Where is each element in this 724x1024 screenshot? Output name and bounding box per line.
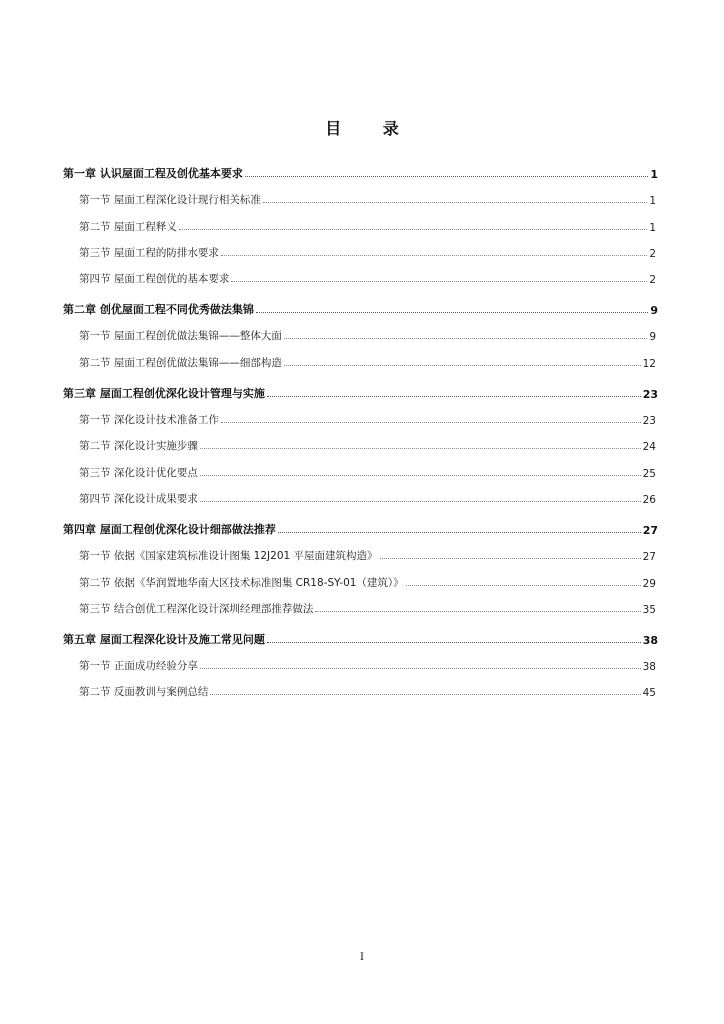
toc-page-number: 27 <box>642 551 656 564</box>
toc-page-number: 1 <box>649 221 656 234</box>
toc-section-title: 第四节 深化设计成果要求 <box>79 492 198 505</box>
toc-section-4-3[interactable] <box>63 594 658 620</box>
toc-chapter-title: 第二章 创优屋面工程不同优秀做法集锦 <box>63 303 254 317</box>
toc-section-title: 第二节 依据《华润置地华南大区技术标准图集 CR18-SY-01（建筑）》 <box>79 576 404 589</box>
toc-page-number: 26 <box>642 493 656 506</box>
toc-chapter-title: 第五章 屋面工程深化设计及施工常见问题 <box>63 632 265 646</box>
toc-section-title: 第一节 正面成功经验分享 <box>79 660 198 673</box>
toc-chapter-title: 第三章 屋面工程创优深化设计管理与实施 <box>63 386 265 400</box>
page-title: 目 录 <box>325 119 417 138</box>
toc-section-title: 第二节 屋面工程创优做法集锦——细部构造 <box>79 356 282 369</box>
toc-section-1-1[interactable] <box>63 185 658 211</box>
toc-section-4-2[interactable] <box>63 567 658 593</box>
table-of-contents <box>63 158 658 703</box>
dot-leader <box>210 693 640 695</box>
toc-page-number: 1 <box>649 195 656 208</box>
toc-chapter-4[interactable] <box>63 514 658 541</box>
toc-page-number: 38 <box>642 633 658 647</box>
dot-leader <box>284 337 647 339</box>
dot-leader <box>200 667 641 669</box>
toc-section-title: 第一节 深化设计技术准备工作 <box>79 414 219 427</box>
toc-page-number: 23 <box>642 387 658 401</box>
toc-chapter-1[interactable] <box>63 158 658 185</box>
toc-chapter-2[interactable] <box>63 294 658 321</box>
toc-section-1-2[interactable] <box>63 211 658 237</box>
toc-section-title: 第二节 深化设计实施步骤 <box>79 440 198 453</box>
dot-leader <box>284 364 641 366</box>
dot-leader <box>200 447 641 449</box>
toc-page-number: 38 <box>642 661 656 674</box>
toc-page-number: 9 <box>650 304 658 318</box>
toc-section-2-1[interactable] <box>63 321 658 347</box>
dot-leader <box>256 311 649 313</box>
toc-section-title: 第三节 深化设计优化要点 <box>79 466 198 479</box>
toc-section-title: 第三节 结合创优工程深化设计深圳经理部推荐做法 <box>79 602 314 615</box>
toc-section-title: 第三节 屋面工程的防排水要求 <box>79 246 219 259</box>
toc-section-5-1[interactable] <box>63 651 658 677</box>
dot-leader <box>263 201 647 203</box>
toc-chapter-5[interactable] <box>63 624 658 651</box>
toc-section-title: 第一节 屋面工程深化设计现行相关标准 <box>79 194 261 207</box>
toc-section-3-3[interactable] <box>63 457 658 483</box>
toc-page-number: 23 <box>642 415 656 428</box>
toc-section-4-1[interactable] <box>63 541 658 567</box>
toc-page-number: 12 <box>642 357 656 370</box>
dot-leader <box>221 254 647 256</box>
toc-section-1-4[interactable] <box>63 264 658 290</box>
toc-page-number: 2 <box>649 247 656 260</box>
toc-page-number: 2 <box>649 274 656 287</box>
toc-section-5-2[interactable] <box>63 677 658 703</box>
toc-section-3-2[interactable] <box>63 431 658 457</box>
dot-leader <box>221 421 641 423</box>
dot-leader <box>406 584 641 586</box>
toc-section-title: 第四节 屋面工程创优的基本要求 <box>79 273 230 286</box>
dot-leader <box>200 500 641 502</box>
toc-page-number: 25 <box>642 467 656 480</box>
toc-chapter-title: 第一章 认识屋面工程及创优基本要求 <box>63 167 243 180</box>
toc-section-1-3[interactable] <box>63 238 658 264</box>
toc-page-number: 27 <box>642 523 658 537</box>
dot-leader <box>278 531 641 533</box>
dot-leader <box>267 395 641 397</box>
toc-chapter-title: 第四章 屋面工程创优深化设计细部做法推荐 <box>63 522 276 536</box>
toc-page-number: 1 <box>650 168 658 181</box>
toc-section-title: 第一节 依据《国家建筑标准设计图集 12J201 平屋面建筑构造》 <box>79 550 378 563</box>
toc-page-number: 24 <box>642 441 656 454</box>
toc-section-title: 第二节 反面教训与案例总结 <box>79 686 209 699</box>
toc-section-3-4[interactable] <box>63 484 658 510</box>
toc-section-title: 第二节 屋面工程释义 <box>79 220 177 233</box>
toc-page-number: 35 <box>642 603 656 616</box>
dot-leader <box>315 610 640 612</box>
dot-leader <box>267 641 641 643</box>
dot-leader <box>380 557 641 559</box>
toc-page-number: 9 <box>649 331 656 344</box>
toc-chapter-3[interactable] <box>63 378 658 405</box>
dot-leader <box>200 474 641 476</box>
dot-leader <box>245 175 649 177</box>
footer-page-number: I <box>360 952 364 963</box>
dot-leader <box>231 280 647 282</box>
dot-leader <box>179 228 647 230</box>
toc-section-3-1[interactable] <box>63 405 658 431</box>
toc-page-number: 29 <box>642 577 656 590</box>
toc-section-2-2[interactable] <box>63 347 658 373</box>
toc-page-number: 45 <box>642 687 656 700</box>
toc-section-title: 第一节 屋面工程创优做法集锦——整体大面 <box>79 330 282 343</box>
